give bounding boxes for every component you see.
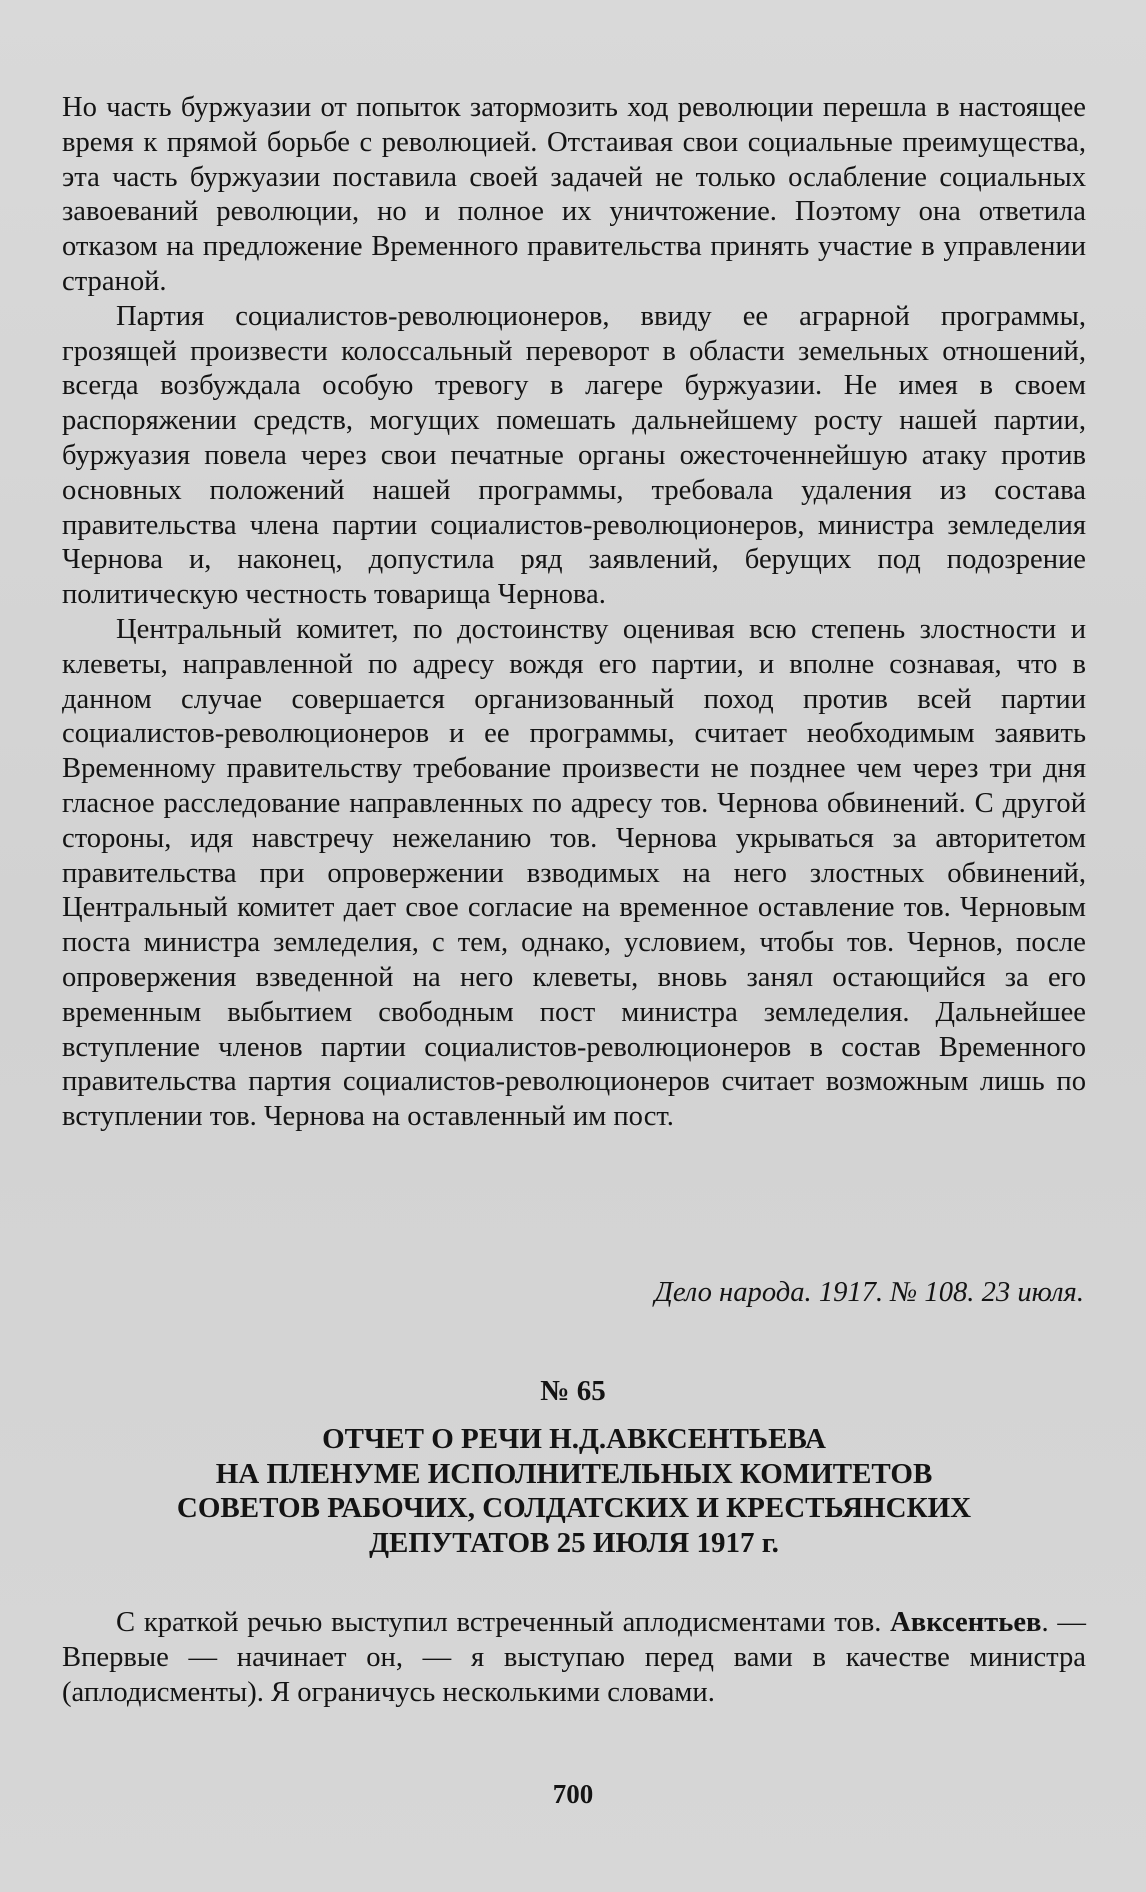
speaker-name: Авксентьев [890,1607,1042,1638]
document-number: № 65 [540,1375,606,1407]
document-title [62,1422,1086,1560]
paragraph: Но часть буржуазии от попыток затормозить ход революции перешла в настоящее время к прямой борьбе с революцией. Отстаивая свои социальные преимущества, эта часть буржуазии поставила своей задачей не только ослабление социальных завоеваний революции, но и полное их уничтожение. Поэтому она ответила отказом на предложение Временного правительства принять участие в управлении страной. [62,92,1086,297]
title-line: ОТЧЕТ О РЕЧИ Н.Д.АВКСЕНТЬЕВА [322,1423,826,1455]
report-speech: . — Впервые — начинает он, — я выступаю перед вами в качестве министра (аплодисменты). Я ограничусь несколькими словами. [62,1607,1086,1708]
title-line: СОВЕТОВ РАБОЧИХ, СОЛДАТСКИХ И КРЕСТЬЯНСКИХ [176,1492,972,1524]
source-citation: Дело народа. 1917. № 108. 23 июля. [654,1277,1084,1308]
paragraph: Партия социалистов-революционеров, ввиду ее аграрной программы, грозящей произвести колоссальный переворот в области земельных отношений, всегда возбуждала особую тревогу в лагере буржуазии. Не имея в своем распоряжении средств, могущих помешать дальнейшему росту нашей партии, буржуазия повела через свои печатные органы ожесточеннейшую атаку против основных положений нашей программы, требовала удаления из состава правительства члена партии социалистов-революционеров, министра земледелия Чернова и, наконец, допустила ряд заявлений, берущих под подозрение политическую честность товарища Чернова. [62,300,1086,611]
title-line: ДЕПУТАТОВ 25 ИЮЛЯ 1917 г. [369,1526,779,1559]
paragraph: Центральный комитет, по достоинству оценивая всю степень злостности и клеветы, направленной по адресу вождя его партии, и вполне сознавая, что в данном случае совершается организованный поход против всей партии социалистов-революционеров и ее программы, считает необходимым заявить Временному правительству требование произвести не позднее чем через три дня гласное расследование направленных по адресу тов. Чернова обвинений. С другой стороны, идя навстречу нежеланию тов. Чернова укрываться за авторитетом правительства при опровержении взводимых на него злостных обвинений, Центральный комитет дает свое согласие на временное оставление тов. Черновым поста министра земледелия, с тем, однако, условием, чтобы тов. Чернов, после опровержения взведенной на него клеветы, вновь занял остающийся за его временным выбытием свободным пост министра земледелия. Дальнейшее вступление членов партии социалистов-революционеров в состав Временного правительства партия социалистов-революционеров считает возможным лишь по вступлении тов. Чернова на оставленный им пост. [62,613,1086,1133]
report-intro: С краткой речью выступил встреченный аплодисментами тов. [116,1607,891,1638]
page-number: 700 [552,1779,594,1809]
body-text [62,91,1086,1135]
paragraph [62,1606,1086,1710]
report-text [62,1606,1086,1710]
title-line: НА ПЛЕНУМЕ ИСПОЛНИТЕЛЬНЫХ КОМИТЕТОВ [215,1457,933,1490]
